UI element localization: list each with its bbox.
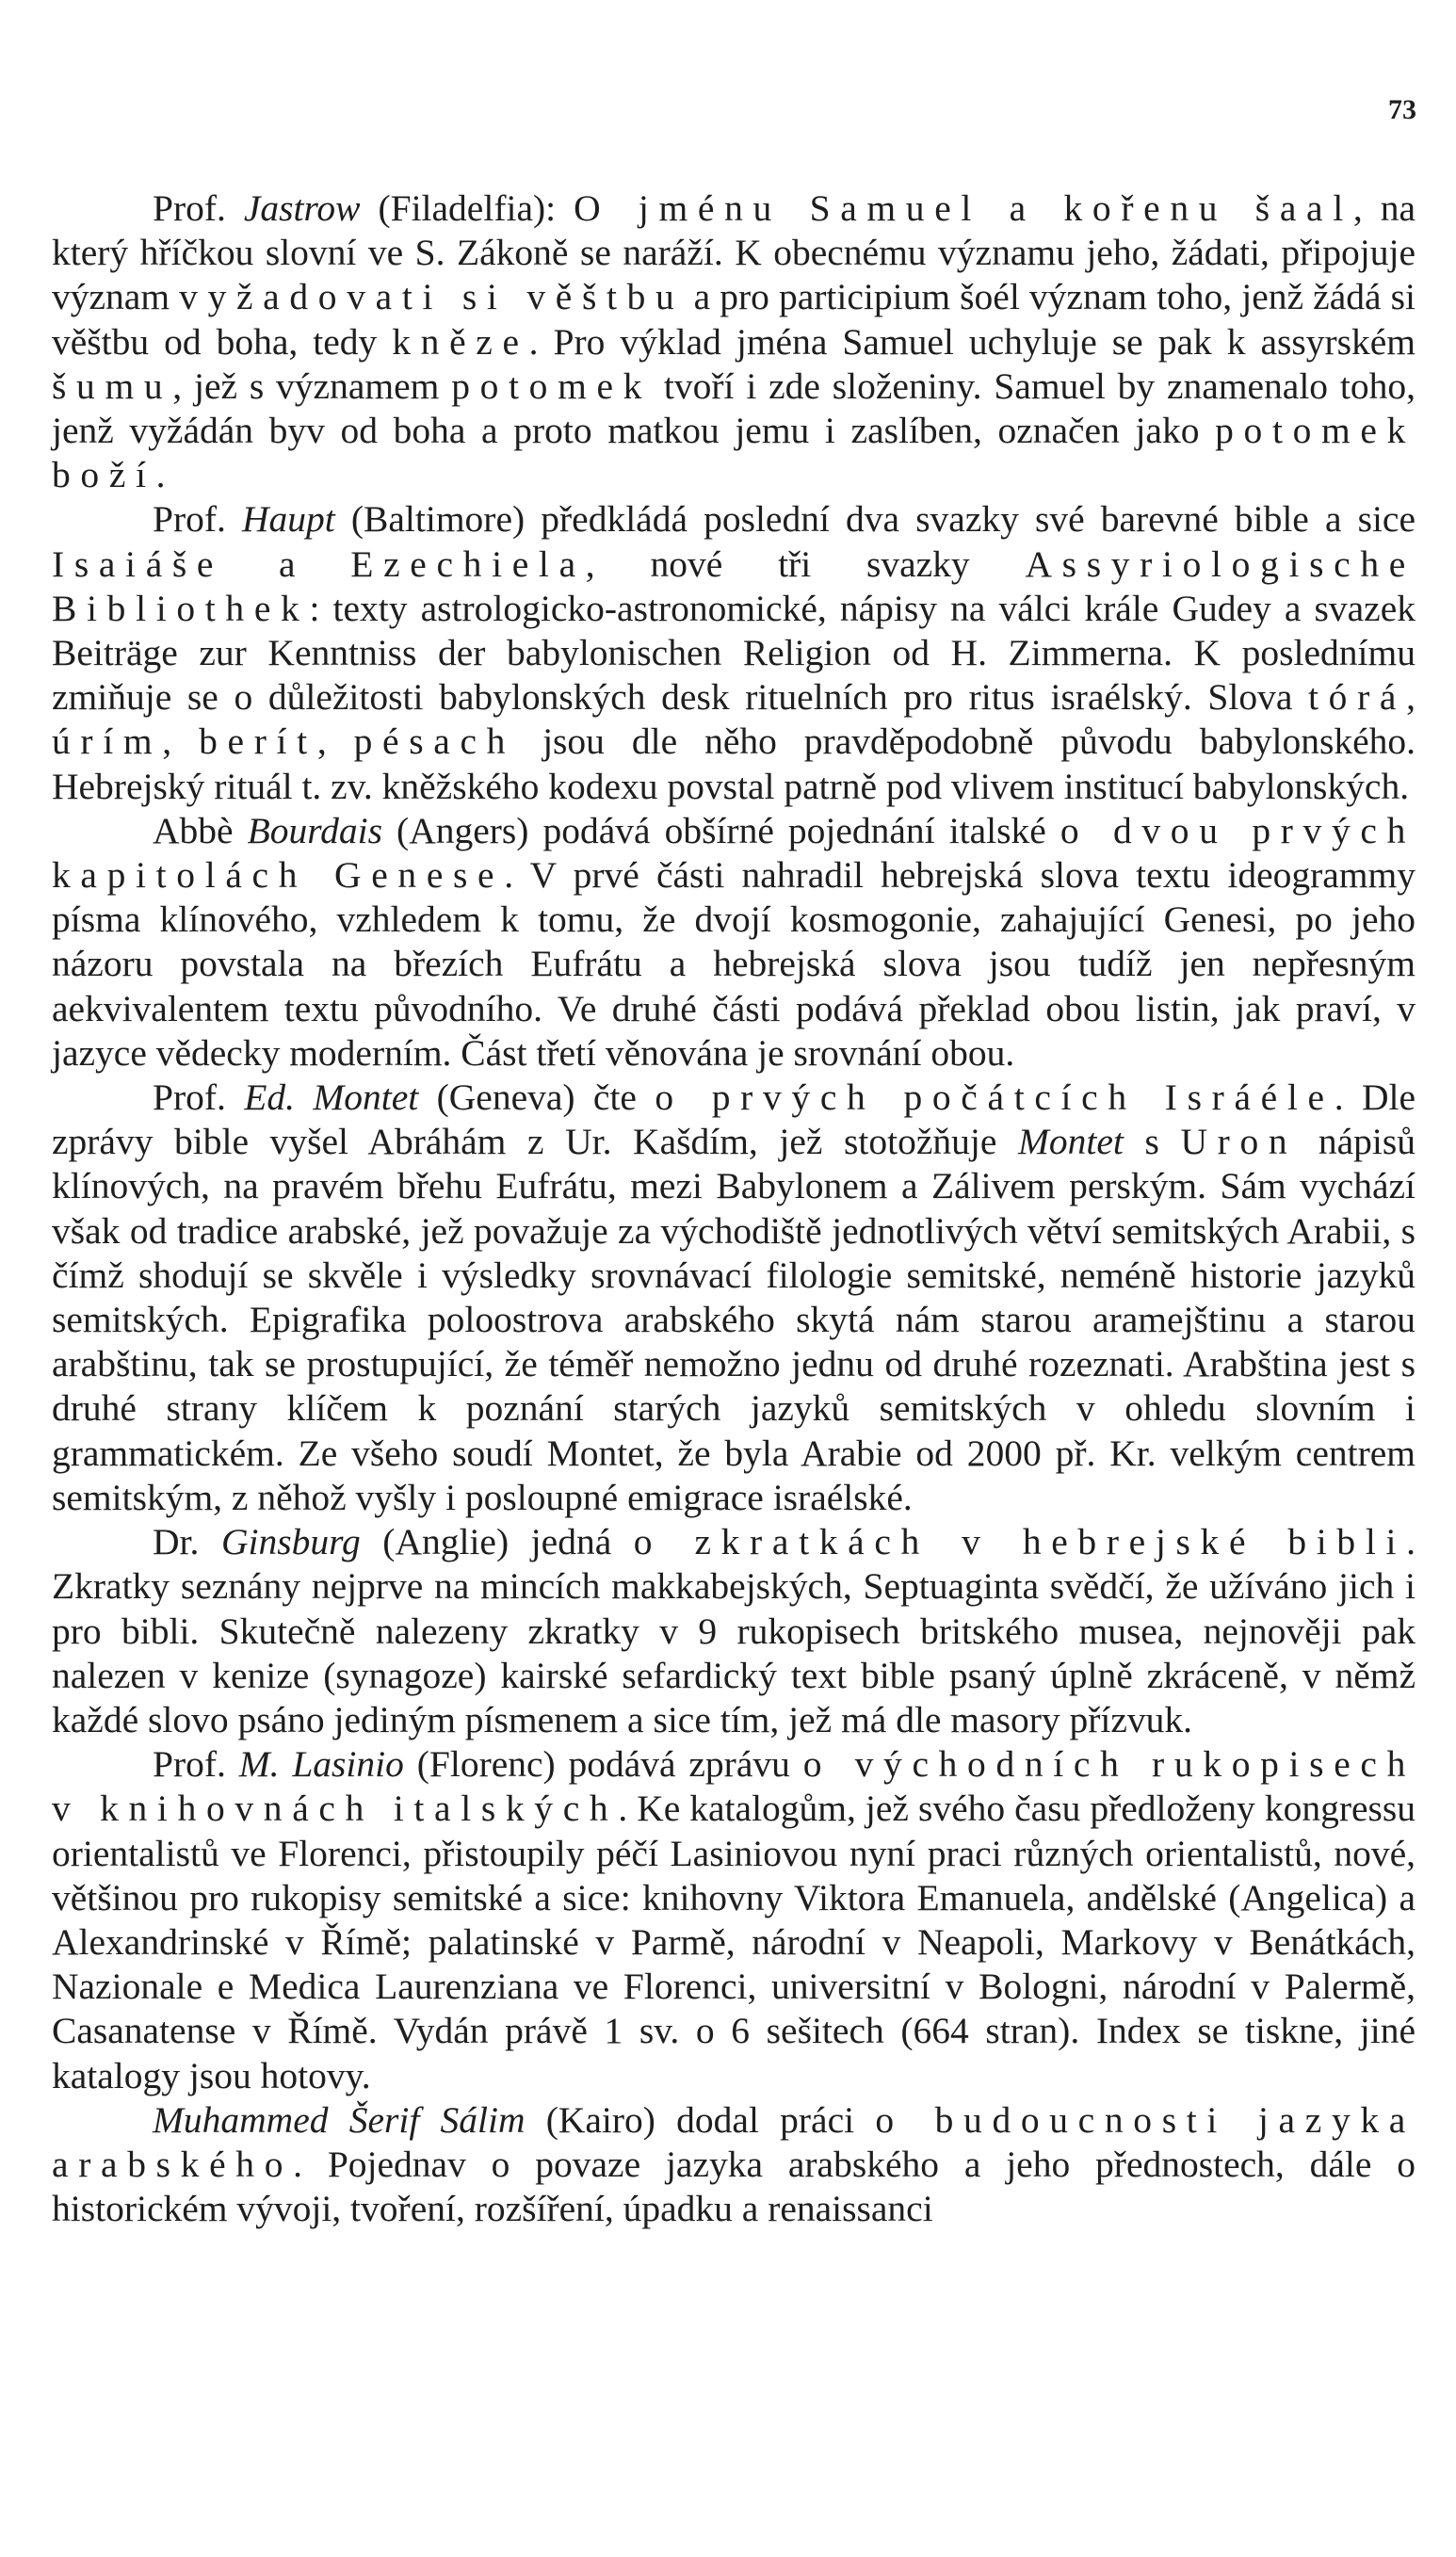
paragraph <box>52 1742 1416 2098</box>
paragraph <box>52 186 1416 497</box>
page-number: 73 <box>1388 94 1416 125</box>
author-name: Ginsburg <box>220 1521 361 1563</box>
text-run: , nové tři svazky <box>585 542 1026 585</box>
spaced-title: o budoucnosti jazyka arabského <box>52 2098 1416 2185</box>
author-name: Ed. Montet <box>244 1076 419 1119</box>
text-run: (Angers) podává obšírné pojednání italské <box>382 809 1060 851</box>
text-run: Prof. <box>153 1743 239 1786</box>
spaced-title: vyžadovati si věštbu <box>179 276 685 318</box>
text-run: (Filadelfia): <box>360 187 574 229</box>
text-run: a pro participium šoél význam toho, jenž žádá si věštbu od boha, tedy <box>52 276 1416 363</box>
spaced-title: potomek <box>451 364 653 407</box>
text-run: Dr. <box>153 1521 221 1563</box>
text-run: . Dle zprávy bible vyšel Abráhám z Ur. Kašdím, jež stotožňuje <box>52 1076 1416 1163</box>
text-run: . Pojednav o povaze jazyka arabského a jeho přednostech, dále o historickém vývoji, tvoření, rozšíření, úpadku a renaissanci <box>52 2143 1416 2230</box>
author-name: M. Lasinio <box>238 1743 404 1786</box>
text-run: . V prvé části nahradil hebrejská slova textu ideogrammy písma klínového, vzhledem k tomu, že dvojí kosmogonie, zahajující Genesi, po jeho názoru povstala na březích Eufrátu a hebrejská slova jsou tudíž jen nepřesným aekvivalentem textu původního. Ve druhé části podává překlad obou listin, jak praví, v jazyce vědecky moderním. Část třetí věnována je srovnání obou. <box>52 854 1416 1074</box>
spaced-title: tórá <box>1308 676 1407 719</box>
paragraph <box>52 1076 1416 1520</box>
text-run: , <box>316 720 354 763</box>
paragraph <box>52 1520 1416 1742</box>
spaced-title: O jménu Samuel a kořenu šaal <box>574 187 1353 229</box>
spaced-title: potomek boží <box>52 410 1416 496</box>
paragraph <box>52 2098 1416 2232</box>
spaced-title: Assyriologische Bibliothek <box>52 542 1416 629</box>
author-name: Montet <box>1017 1121 1124 1163</box>
spaced-title: Isaiáše <box>52 542 224 585</box>
text-run: a <box>223 542 351 585</box>
spaced-title: o zkratkách v hebrejské bibli <box>633 1521 1407 1563</box>
body-text <box>52 186 1416 2231</box>
text-run: s <box>1123 1121 1181 1163</box>
spaced-title: Uron <box>1180 1121 1298 1163</box>
spaced-title: šumu <box>52 364 173 407</box>
paragraph <box>52 497 1416 808</box>
text-run: . <box>155 454 166 496</box>
spaced-title: o prvých počátcích Isráéle <box>655 1076 1335 1119</box>
text-run: : texty astrologicko-astronomické, nápisy na válci krále Gudey a svazek Beiträge zur Kenntniss der babylonischen Religion od H. Zimmerna. K poslednímu zmiňuje se o důležitosti babylonských desk rituelních pro ritus israélský. Slova <box>52 587 1416 719</box>
author-name: Haupt <box>242 498 335 541</box>
text-run: (Baltimore) předkládá poslední dva svazky své barevné bible a sice <box>334 498 1416 541</box>
text-run: (Anglie) jedná <box>360 1521 634 1563</box>
text-run: , <box>1406 676 1416 719</box>
text-run: nápisů klínových, na pravém břehu Eufrátu, mezi Babylonem a Zálivem perským. Sám vychází však od tradice arabské, jež považuje za východiště jednotlivých větví semitských Arabii, s čímž shodují se skvěle i výsledky srovnávací filologie semitské, neméně historie jazyků semitských. Epigrafika poloostrova arabského skytá nám starou aramejštinu a starou arabštinu, tak se prostupující, že téměř nemožno jednu od druhé rozeznati. Arabština jest s druhé strany klíčem k poznání starých jazyků semitských v ohledu slovním i grammatickém. Ze všeho soudí Montet, že byla Arabie od 2000 př. Kr. velkým centrem semitským, z něhož vyšly i posloupné emigrace israélské. <box>52 1121 1416 1518</box>
text-run: , na který hříčkou slovní ve S. Zákoně se naráží. K obecnému významu jeho, žádati, připojuje význam <box>52 187 1416 318</box>
spaced-title: o východních rukopisech v knihovnách italských <box>52 1743 1416 1830</box>
author-name: Muhammed Šerif Sálim <box>153 2098 526 2141</box>
text-run: Prof. <box>153 498 243 541</box>
text-run: jsou dle něho pravděpodobně původu babylonského. Hebrejský rituál t. zv. kněžského kodexu povstal patrně pod vlivem institucí babylonských. <box>52 720 1416 807</box>
text-run: tvoří i zde složeniny. Samuel by znamenalo toho, jenž vyžádán byv od boha a proto matkou jemu i zaslíben, označen jako <box>52 364 1416 452</box>
paragraph <box>52 809 1416 1076</box>
author-name: Bourdais <box>247 809 382 851</box>
text-run: (Kairo) dodal práci <box>525 2098 876 2141</box>
text-run: (Geneva) čte <box>418 1076 655 1119</box>
spaced-title: kněze <box>392 320 529 363</box>
author-name: Jastrow <box>243 187 361 229</box>
text-run: , <box>162 720 200 763</box>
text-run: , jež s významem <box>172 364 452 407</box>
text-run: . Pro výklad jména Samuel uchyluje se pak k assyrském <box>528 320 1416 363</box>
text-run: . Zkratky seznány nejprve na mincích makkabejských, Septuaginta svědčí, že užíváno jich i pro bibli. Skutečně nalezeny zkratky v 9 rukopisech britského musea, nejnověji pak nalezen v kenize (synagoze) kairské sefardický text bible psaný úplně zkráceně, v němž každé slovo psáno jediným písmenem a sice tím, jež má dle masory přízvuk. <box>52 1521 1416 1740</box>
text-run: Prof. <box>153 187 244 229</box>
spaced-title: pésach <box>353 720 516 763</box>
text-run: . Ke katalogům, jež svého času předloženy kongressu orientalistů ve Florenci, přistoupily péčí Lasiniovou nyní praci různých orientalistů, nové, většinou pro rukopisy semitské a sice: knihovny Viktora Emanuela, andělské (Angelica) a Alexandrinské v Římě; palatinské v Parmě, národní v Neapoli, Markovy v Benátkách, Nazionale e Medica Laurenziana ve Florenci, universitní v Bologni, národní v Palermě, Casanatense v Římě. Vydán právě 1 sv. o 6 sešitech (664 stran). Index se tiskne, jiné katalogy jsou hotovy. <box>52 1788 1416 2096</box>
spaced-title: o dvou prvých kapitolách Genese <box>52 809 1416 897</box>
spaced-title: Ezechiela <box>350 542 586 585</box>
text-run: Prof. <box>153 1076 245 1119</box>
text-run: (Florenc) podává zprávu <box>403 1743 803 1786</box>
spaced-title: berít <box>199 720 317 763</box>
spaced-title: úrím <box>52 720 163 763</box>
text-run: Abbè <box>153 809 248 851</box>
